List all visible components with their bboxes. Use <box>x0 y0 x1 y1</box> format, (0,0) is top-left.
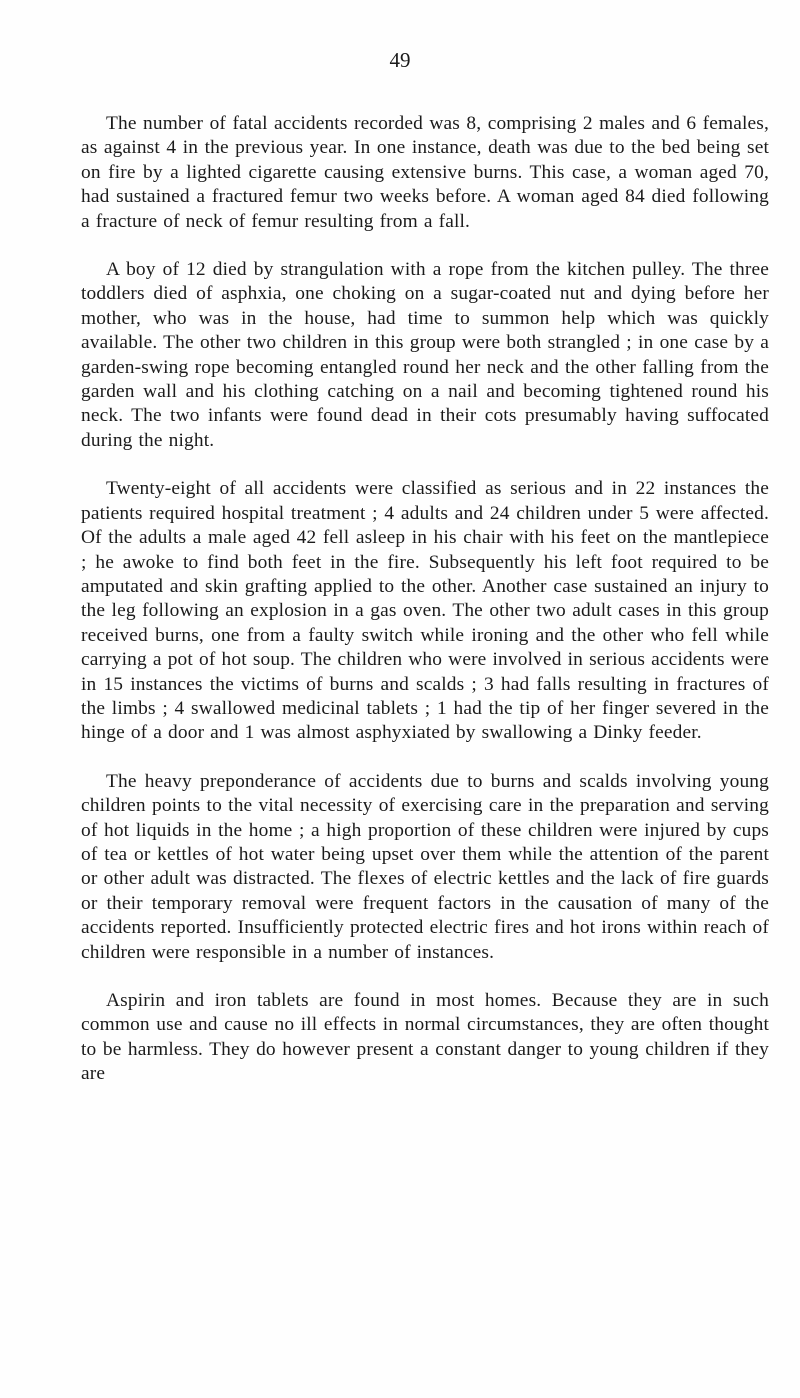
paragraph-strangulation: A boy of 12 died by strangulation with a rope from the kitchen pulley. The three toddlers died of asphxia, one choking on a sugar-coated nut and dying before her mother, who was in the house, had time to summon help which was quickly available. The other two children in this group were both strangled ; in one case by a garden-swing rope becoming entangled round her neck and the other falling from the garden wall and his clothing catching on a nail and becoming tightened round his neck. The two infants were found dead in their cots presumably having suffocated during the night. <box>81 259 769 451</box>
paragraph-burns-and-scalds: The heavy preponderance of accidents due to burns and scalds involving young children points to the vital necessity of exercising care in the preparation and serving of hot liquids in the home ; a high proportion of these children were injured by cups of tea or kettles of hot water being upset over them while the attention of the parent or other adult was distracted. The flexes of electric kettles and the lack of fire guards or their temporary removal were frequent factors in the causation of many of the accidents reported. Insufficiently protected electric fires and hot irons within reach of children were responsible in a number of instances. <box>81 770 769 963</box>
page-number: 49 <box>389 48 411 72</box>
paragraph-serious-accidents: Twenty-eight of all accidents were classified as serious and in 22 instances the patients required hospital treatment ; 4 adults and 24 children under 5 were affected. Of the adults a male aged 42 fell asleep in his chair with his feet on the mantlepiece ; he awoke to find both feet in the fire. Subsequently his left foot required to be amputated and skin grafting applied to the other. Another case sustained an injury to the leg following an explosion in a gas oven. The other two adult cases in this group received burns, one from a faulty switch while ironing and the other who fell while carrying a pot of hot soup. The children who were involved in serious accidents were in 15 instances the victims of burns and scalds ; 3 had falls resulting in fractures of the limbs ; 4 swallowed medicinal tablets ; 1 had the tip of her finger severed in the hinge of a door and 1 was almost asphyxiated by swallowing a Dinky feeder. <box>81 478 769 744</box>
body-text <box>81 112 769 1087</box>
paragraph-aspirin-and-iron: Aspirin and iron tablets are found in most homes. Because they are in such common use and cause no ill effects in normal circumstances, they are often thought to be harmless. They do however present a constant danger to young children if they are <box>81 990 769 1085</box>
paragraph-fatal-accidents: The number of fatal accidents recorded was 8, comprising 2 males and 6 females, as against 4 in the previous year. In one instance, death was due to the bed being set on fire by a lighted cigarette causing extensive burns. This case, a woman aged 70, had sustained a fractured femur two weeks before. A woman aged 84 died following a fracture of neck of femur resulting from a fall. <box>81 113 769 232</box>
